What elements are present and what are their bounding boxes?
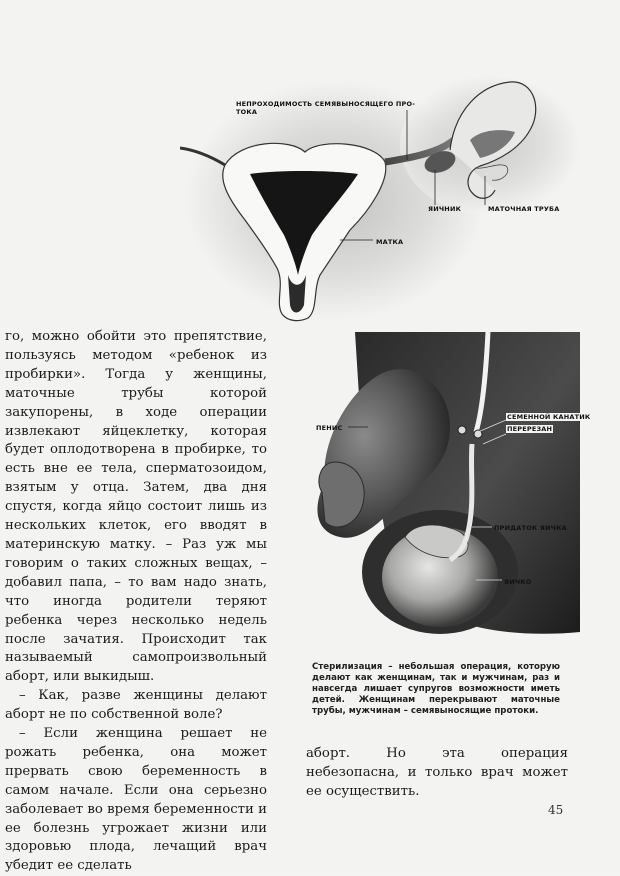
paragraph: – Если женщина решает не рожать ребенка, она может прервать свою беременность в самом начале. Если она серьезно заболевает во время беременности и ее болезнь угрожает жизни или здоровью плода, лечащий врач убедит ее сделать [5, 726, 267, 874]
male-reproductive-illustration [300, 332, 580, 642]
label-uterus: МАТКА [376, 238, 404, 246]
label-cut: ПЕРЕРЕЗАН [507, 425, 553, 433]
label-blockage-cont: ТОКА [236, 108, 258, 116]
page-number: 45 [548, 803, 564, 817]
left-column-text [5, 328, 267, 876]
label-testis: ЯИЧКО [504, 578, 532, 586]
label-spermatic-cord: СЕМЕННОЙ КАНАТИК [507, 413, 591, 421]
paragraph: – Как, разве женщины делают аборт не по собственной воле? [5, 688, 267, 723]
label-blockage: НЕПРОХОДИМОСТЬ СЕМЯВЫНОСЯЩЕГО ПРО- [236, 100, 416, 108]
label-fallopian-tube: МАТОЧНАЯ ТРУБА [488, 205, 560, 213]
label-penis: ПЕНИС [316, 424, 343, 432]
figure-caption: Стерилизация – небольшая операция, которую делают как женщинам, так и мужчинам, раз и навсегда лишает супругов возможности иметь детей. Женщинам перекрывают маточные трубы, мужчинам – семявыносящие протоки. [312, 662, 560, 717]
label-epididymis: ПРИДАТОК ЯИЧКА [494, 524, 567, 532]
paragraph: го, можно обойти это препятствие, пользуясь методом «ребенок из пробирки». Тогда у женщины, маточные трубы которой закупорены, в ходе операции извлекают яйцеклетку, которая будет оплодотворена в пробирке, то есть вне ее тела, сперматозоидом, взятым у отца. Затем, два дня спустя, когда яйцо состоит лишь из нескольких клеток, его вводят в материнскую матку. – Раз уж мы говорим о таких сложных вещах, – добавил папа, – то вам надо знать, что иногда родители теряют ребенка через несколько недель после зачатия. Происходит так называемый самопроизвольный аборт, или выкидыш. [5, 329, 267, 685]
right-column-text: аборт. Но эта операция небезопасна, и только врач может ее осуществить. [306, 746, 568, 799]
label-ovary: ЯИЧНИК [428, 205, 462, 213]
